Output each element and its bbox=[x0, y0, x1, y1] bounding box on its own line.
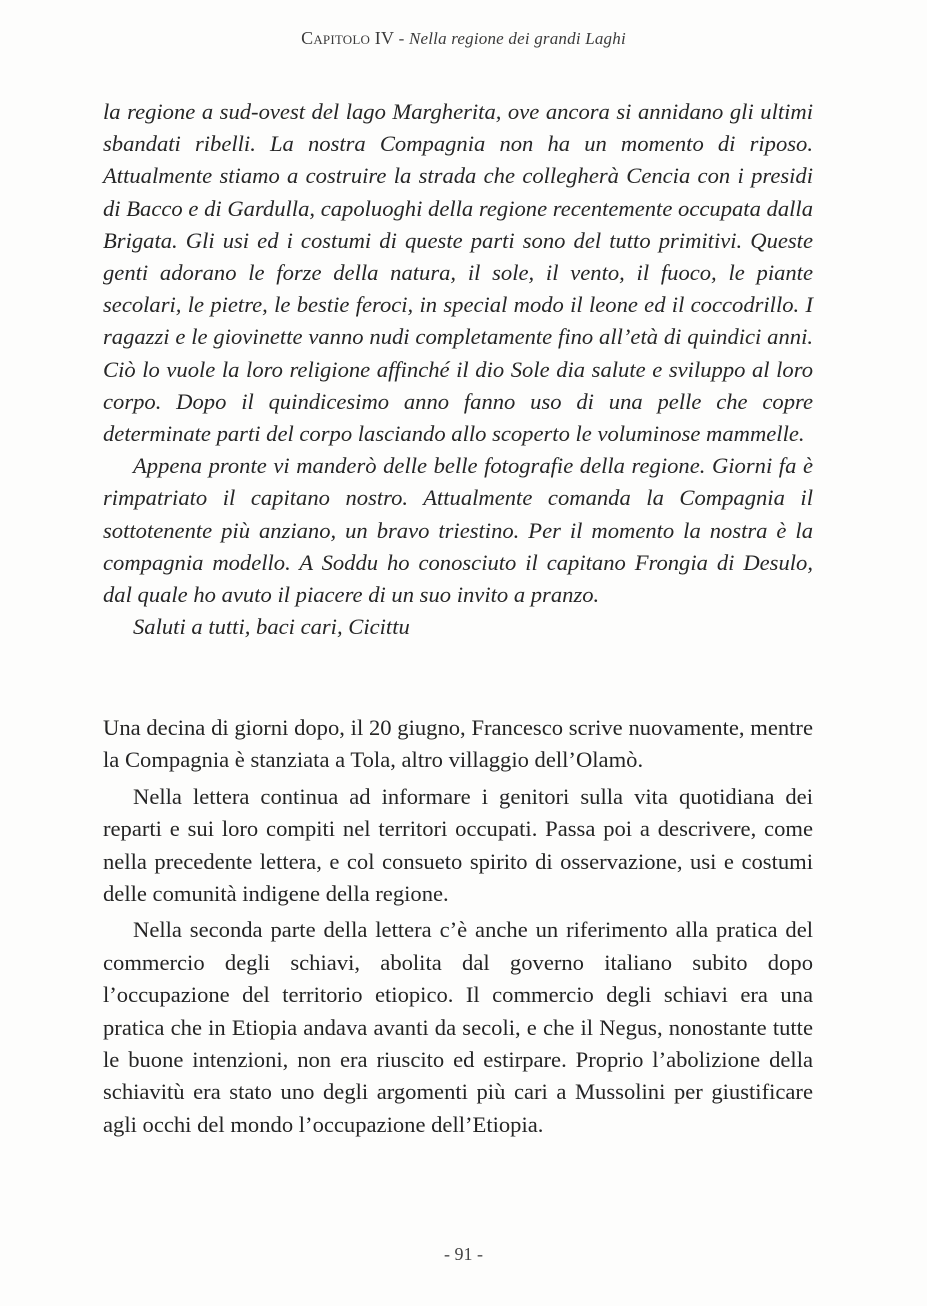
running-header bbox=[0, 28, 927, 49]
letter-paragraph: Appena pronte vi manderò delle belle fotografie della regione. Giorni fa è rimpatriato il capitano nostro. Attualmente comanda la Compagnia il sottotenente più anziano, un bravo triestino. Per il momento la nostra è la compagnia modello. A Soddu ho conosciuto il capitano Frongia di Desulo, dal quale ho avuto il piacere di un suo invito a pranzo. bbox=[103, 453, 813, 608]
letter-signoff: Saluti a tutti, baci cari, Cicittu bbox=[133, 614, 410, 640]
narrative-paragraph: Nella seconda parte della lettera c’è anche un riferimento alla pratica del commercio degli schiavi, abolita dal governo italiano subito dopo l’occupazione del territorio etiopico. Il commercio degli schiavi era una pratica che in Etiopia andava avanti da secoli, e che il Negus, nonostante tutte le buone intenzioni, non era riuscito ed estirpare. Proprio l’abolizione della schiavitù era stato uno degli argomenti più cari a Mussolini per giustificare agli occhi del mondo l’occupazione dell’Etiopia. bbox=[103, 917, 813, 1137]
chapter-subtitle: Nella regione dei grandi Laghi bbox=[408, 29, 626, 48]
narrative-paragraph: Una decina di giorni dopo, il 20 giugno, Francesco scrive nuovamente, mentre la Compagnia è stanziata a Tola, altro villaggio dell’Olamò. bbox=[103, 715, 813, 773]
quoted-letter bbox=[103, 96, 813, 643]
narrative-text bbox=[103, 712, 813, 1145]
chapter-label: Capitolo IV bbox=[301, 28, 395, 48]
page-number: - 91 - bbox=[444, 1244, 483, 1264]
header-separator: - bbox=[394, 29, 409, 48]
letter-paragraph: la regione a sud-ovest del lago Margherita, ove ancora si annidano gli ultimi sbandati ribelli. La nostra Compagnia non ha un momento di riposo. Attualmente stiamo a costruire la strada che collegherà Cencia con i presidi di Bacco e di Gardulla, capoluoghi della regione recentemente occupata dalla Brigata. Gli usi ed i costumi di queste parti sono del tutto primitivi. Queste genti adorano le forze della natura, il sole, il vento, il fuoco, le piante secolari, le pietre, le bestie feroci, in special modo il leone ed il coccodrillo. I ragazzi e le giovinette vanno nudi completamente fino all’età di quindici anni. Ciò lo vuole la loro religione affinché il dio Sole dia salute e sviluppo al loro corpo. Dopo il quindicesimo anno fanno uso di una pelle che copre determinate parti del corpo lasciando allo scoperto le voluminose mammelle. bbox=[103, 99, 813, 447]
narrative-paragraph: Nella lettera continua ad informare i genitori sulla vita quotidiana dei reparti e sui loro compiti nel territori occupati. Passa poi a descrivere, come nella precedente lettera, e col consueto spirito di osservazione, usi e costumi delle comunità indigene della regione. bbox=[103, 783, 813, 907]
